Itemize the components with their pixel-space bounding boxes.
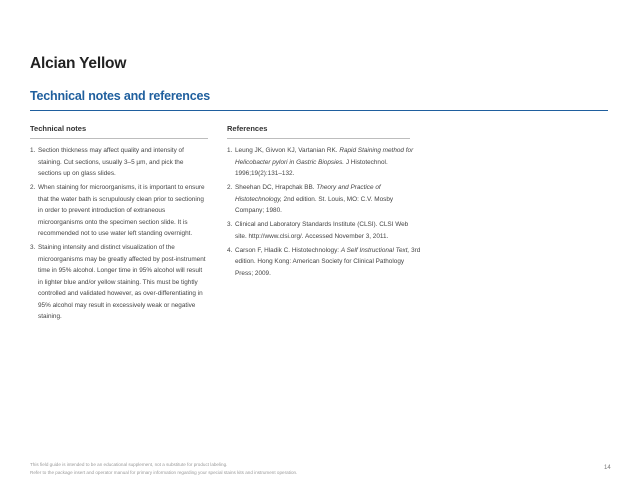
list-number: 2. (227, 184, 233, 191)
footer-disclaimer (30, 461, 297, 477)
technical-notes-list (30, 145, 208, 323)
reference-source: 3rd edition. Hong Kong: American Society for Clinical Pathology Press; 2009. (235, 246, 421, 277)
technical-note-item (30, 242, 208, 323)
reference-item (227, 219, 423, 242)
reference-authors: Sheehan DC, Hrapchak BB. (235, 184, 317, 191)
technical-note-item (30, 145, 208, 180)
note-text: When staining for microorganisms, it is important to ensure that the water bath is scrupulously clean prior to sectioning in order to prevent introduction of extraneous microorganisms onto the specimen section slide. It is recommended not to use water left standing overnight. (38, 184, 205, 237)
reference-title: Rapid Staining method for Helicobacter pylori in Gastric Biopsies. (235, 147, 414, 166)
reference-item (227, 245, 423, 280)
references-list (227, 145, 423, 279)
list-number: 1. (30, 147, 36, 154)
references-heading: References (227, 124, 268, 133)
list-number: 4. (227, 246, 233, 254)
technical-notes-heading: Technical notes (30, 124, 87, 133)
footer-line: This field guide is intended to be an educational supplement, not a substitute for product labeling. (30, 462, 228, 467)
reference-authors: Leung JK, Givvon KJ, Vartanian RK. (235, 147, 340, 154)
section-divider (30, 110, 608, 111)
technical-notes-divider (30, 138, 208, 139)
page-number: 14 (604, 465, 611, 471)
list-number: 1. (227, 147, 233, 154)
reference-text (235, 245, 421, 280)
section-title: Technical notes and references (30, 89, 210, 103)
footer-line: Refer to the package insert and operator manual for primary information regarding your special stains kits and instrument operation. (30, 470, 298, 475)
reference-item (227, 182, 423, 217)
technical-notes-column (30, 124, 208, 325)
references-divider (227, 138, 410, 139)
reference-text (235, 182, 421, 217)
reference-authors: Clinical and Laboratory Standards Institute (CLSI). CLSI Web site. http://www.clsi.org/. Accessed November 3, 2011. (235, 221, 409, 240)
page-title: Alcian Yellow (30, 55, 127, 72)
reference-text (235, 145, 421, 180)
references-column (227, 124, 423, 282)
list-number: 3. (227, 221, 233, 228)
list-number: 3. (30, 244, 36, 251)
reference-authors: Carson F, Hladik C. Histotechnology: (235, 246, 341, 254)
reference-item (227, 145, 423, 180)
note-text: Section thickness may affect quality and intensity of staining. Cut sections, usually 3–5 µm, and pick the sections up on glass slides. (38, 147, 184, 177)
list-number: 2. (30, 184, 36, 191)
note-text: Staining intensity and distinct visualization of the microorganisms may be greatly affected by post-instrument time in 95% alcohol. Longer time in 95% alcohol will result in lighter blue and/or yellow staining. This must be tightly controlled and validated however, as over-differentiating in 95% alcohol may result in excessively weak or negative staining. (38, 244, 206, 320)
reference-text (235, 219, 421, 242)
reference-source: J Histotechnol. 1996;19(2):131–132. (235, 158, 388, 177)
reference-title: A Self Instructional Text, (340, 246, 410, 254)
reference-source: 2nd edition. St. Louis, MO: C.V. Mosby Company; 1980. (235, 195, 394, 214)
technical-note-item (30, 182, 208, 240)
reference-title: Theory and Practice of Histotechnology, (235, 184, 381, 203)
